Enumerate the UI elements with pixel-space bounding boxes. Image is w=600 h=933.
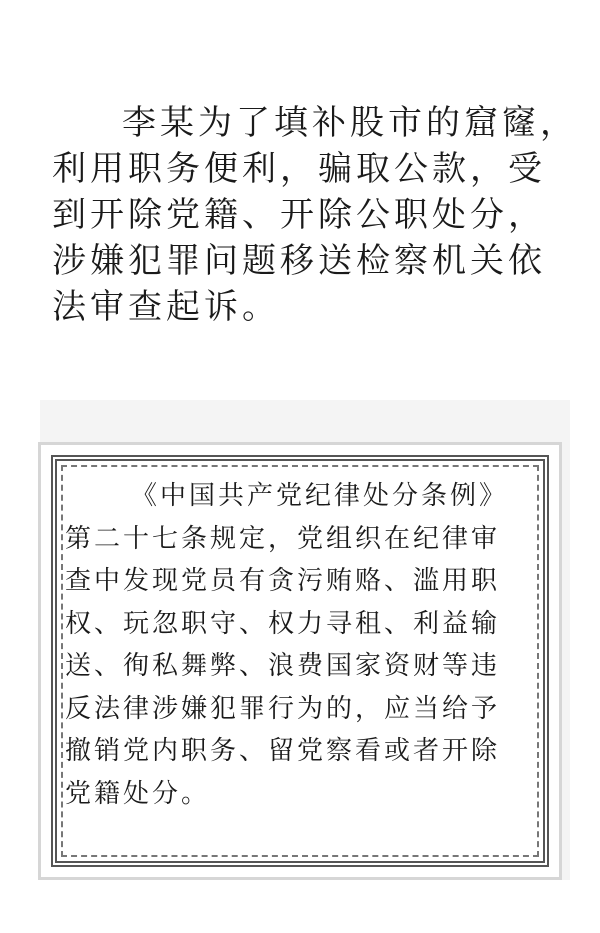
narration-line: 李某为了填补股市的窟窿， xyxy=(122,103,578,143)
narration-line: 到开除党籍、开除公职处分， xyxy=(52,195,546,235)
regulation-frame xyxy=(38,442,562,880)
regulation-text xyxy=(65,475,527,815)
regulation-line: 送、徇私舞弊、浪费国家资财等违 xyxy=(65,651,501,681)
regulation-line: 第二十七条规定，党组织在纪律审 xyxy=(65,523,501,554)
regulation-line: 党籍处分。 xyxy=(65,778,211,809)
narration-line: 利用职务便利，骗取公款，受 xyxy=(52,149,546,189)
regulation-line: 反法律涉嫌犯罪行为的，应当给予 xyxy=(65,693,501,724)
regulation-line: 权、玩忽职守、权力寻租、利益输 xyxy=(65,608,501,639)
regulation-line: 《中国共产党纪律处分条例》 xyxy=(131,481,509,511)
narration-text xyxy=(52,100,578,330)
regulation-line: 查中发现党员有贪污贿赂、滥用职 xyxy=(65,566,501,596)
narration-line: 法审查起诉。 xyxy=(52,287,280,327)
narration-line: 涉嫌犯罪问题移送检察机关依 xyxy=(52,241,546,281)
regulation-line: 撤销党内职务、留党察看或者开除 xyxy=(65,736,501,766)
